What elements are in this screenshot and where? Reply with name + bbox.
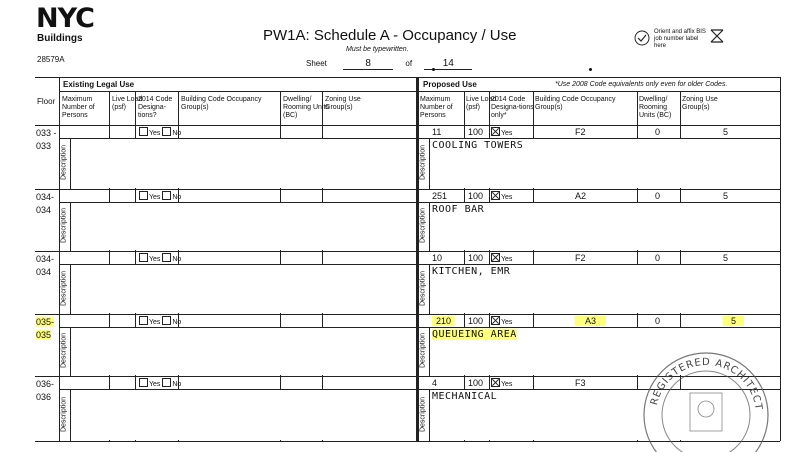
yes-checkbox-checked[interactable] — [491, 378, 500, 387]
x-mark-icon — [710, 29, 724, 43]
no-checkbox[interactable] — [162, 127, 171, 136]
col-occupancy-group-proposed: Building Code Occupancy Group(s) — [535, 96, 616, 111]
proposed-occupancy-group[interactable]: A2 — [575, 191, 587, 201]
grid-line — [429, 265, 430, 314]
of-value[interactable]: 14 — [424, 58, 472, 70]
proposed-max-persons[interactable]: 210 — [432, 316, 455, 326]
description-label: Description — [419, 145, 427, 181]
grid-line — [780, 77, 781, 441]
proposed-code-designation[interactable] — [491, 378, 512, 388]
no-checkbox[interactable] — [162, 191, 171, 200]
yes-checkbox-checked[interactable] — [491, 253, 500, 262]
proposed-description-text[interactable]: QUEUEING AREA — [432, 329, 517, 340]
proposed-occupancy-group[interactable]: F2 — [575, 127, 586, 137]
col-zoning-use-proposed: Zoning Use Group(s) — [682, 96, 718, 111]
description-label: Description — [419, 270, 427, 306]
grid-line — [35, 314, 780, 315]
proposed-zoning-use[interactable]: 5 — [723, 127, 729, 137]
floor-start: 034- — [36, 192, 55, 202]
existing-code-designation[interactable] — [139, 191, 181, 201]
proposed-live-load[interactable]: 100 — [468, 127, 484, 137]
description-label: Description — [60, 396, 68, 432]
typewritten-note: Must be typewritten. — [346, 46, 409, 53]
existing-code-designation[interactable] — [139, 378, 181, 388]
existing-description-field[interactable] — [71, 265, 416, 313]
proposed-live-load[interactable]: 100 — [468, 191, 484, 201]
yes-label: Yes — [149, 194, 161, 201]
sheet-counter — [306, 58, 472, 70]
yes-checkbox[interactable] — [139, 316, 148, 325]
col-max-persons-proposed: Maximum Number of Persons — [420, 96, 453, 119]
proposed-live-load[interactable]: 100 — [468, 316, 484, 326]
yes-checkbox-checked[interactable] — [491, 316, 500, 325]
description-label: Description — [419, 333, 427, 369]
grid-line — [35, 189, 780, 190]
description-label: Description — [419, 208, 427, 244]
floor-header: Floor — [37, 97, 56, 106]
no-checkbox[interactable] — [162, 378, 171, 387]
grid-line — [59, 91, 780, 92]
no-checkbox[interactable] — [162, 253, 171, 262]
yes-label: Yes — [149, 256, 161, 263]
proposed-live-load[interactable]: 100 — [468, 378, 484, 388]
floor-end: 034 — [36, 267, 52, 277]
proposed-use-header: Proposed Use — [423, 80, 477, 89]
description-label: Description — [419, 396, 427, 432]
proposed-occupancy-group[interactable]: F3 — [575, 378, 586, 388]
yes-checkbox-checked[interactable] — [491, 127, 500, 136]
proposed-code-designation[interactable] — [491, 253, 512, 263]
proposed-code-designation[interactable] — [491, 191, 512, 201]
col-dwelling-units: Dwelling/ Rooming Units (BC) — [283, 96, 329, 119]
proposed-dwelling-units[interactable]: 0 — [655, 127, 661, 137]
proposed-max-persons[interactable]: 11 — [432, 127, 442, 137]
proposed-code-designation[interactable] — [491, 127, 512, 137]
grid-line — [70, 203, 71, 251]
grid-line — [59, 77, 60, 441]
form-code: 28579A — [37, 55, 65, 64]
col-dwelling-units-proposed: Dwelling/ Rooming Units (BC) — [639, 96, 672, 119]
yes-checkbox[interactable] — [139, 253, 148, 262]
grid-line — [35, 251, 780, 252]
nyc-logo: NYC — [36, 3, 95, 34]
orient-text: Orient and affix BIS job number label here — [654, 29, 706, 49]
grid-line — [70, 139, 71, 189]
grid-line — [70, 328, 71, 376]
proposed-zoning-use[interactable]: 5 — [723, 316, 744, 326]
yes-label: Yes — [501, 256, 513, 263]
no-label: No — [172, 194, 182, 201]
dept-name: Buildings — [37, 33, 83, 44]
yes-label: Yes — [149, 381, 161, 388]
grid-line — [70, 390, 71, 441]
proposed-dwelling-units[interactable]: 0 — [655, 316, 661, 326]
floor-start: 034- — [36, 254, 55, 264]
proposed-zoning-use[interactable]: 5 — [723, 191, 729, 201]
punch-dot — [432, 68, 435, 71]
no-label: No — [172, 381, 182, 388]
description-label: Description — [60, 270, 68, 306]
proposed-max-persons[interactable]: 4 — [432, 378, 438, 388]
col-code-designation-proposed: 2014 Code Designa-tions only* — [491, 96, 534, 119]
grid-line — [429, 328, 430, 376]
svg-text:REGISTERED ARCHITECT — [649, 357, 764, 411]
proposed-description-text[interactable]: COOLING TOWERS — [432, 140, 524, 151]
yes-checkbox-checked[interactable] — [491, 191, 500, 200]
grid-line — [429, 139, 430, 189]
floor-start: 033 - — [36, 128, 57, 138]
grid-line — [35, 125, 780, 126]
stamp-text: REGISTERED ARCHITECT — [649, 356, 764, 412]
yes-checkbox[interactable] — [139, 127, 148, 136]
existing-use-header: Existing Legal Use — [63, 80, 135, 89]
proposed-occupancy-group[interactable]: F2 — [575, 253, 586, 263]
col-live-load-proposed: Live Load (psf) — [466, 96, 497, 111]
no-label: No — [172, 319, 182, 326]
existing-code-designation[interactable] — [139, 316, 181, 326]
proposed-max-persons[interactable]: 10 — [432, 253, 443, 263]
yes-checkbox[interactable] — [139, 378, 148, 387]
no-label: No — [172, 130, 182, 137]
proposed-dwelling-units[interactable]: 0 — [655, 253, 661, 263]
existing-description-field[interactable] — [71, 328, 416, 375]
floor-start: 036- — [36, 379, 55, 389]
of-label: of — [405, 59, 413, 68]
col-code-designation: 2014 Code Designa-tions? — [138, 96, 173, 119]
proposed-description-text[interactable]: ROOF BAR — [432, 204, 485, 215]
yes-label: Yes — [501, 130, 513, 137]
existing-code-designation[interactable] — [139, 127, 181, 137]
proposed-use-note: *Use 2008 Code equivalents only even for older Codes. — [555, 81, 728, 88]
proposed-description-text[interactable]: KITCHEN, EMR — [432, 266, 511, 277]
description-label: Description — [60, 333, 68, 369]
grid-line — [416, 77, 419, 441]
proposed-dwelling-units[interactable]: 0 — [655, 191, 661, 201]
floor-end: 033 — [36, 141, 52, 151]
floor-end: 035 — [36, 330, 52, 340]
sheet-label: Sheet — [306, 59, 327, 68]
floor-end: 036 — [36, 392, 52, 402]
proposed-live-load[interactable]: 100 — [468, 253, 484, 263]
col-max-persons: Maximum Number of Persons — [62, 96, 95, 119]
description-label: Description — [60, 145, 68, 181]
yes-label: Yes — [501, 381, 513, 388]
yes-label: Yes — [501, 194, 513, 201]
description-label: Description — [60, 208, 68, 244]
yes-label: Yes — [149, 130, 161, 137]
proposed-occupancy-group[interactable]: A3 — [575, 316, 606, 326]
punch-dot — [589, 68, 592, 71]
check-circle-icon — [634, 30, 650, 46]
proposed-code-designation[interactable] — [491, 316, 512, 326]
sheet-value[interactable]: 8 — [343, 58, 393, 70]
yes-label: Yes — [501, 319, 513, 326]
page-title: PW1A: Schedule A - Occupancy / Use — [263, 27, 517, 44]
proposed-zoning-use[interactable]: 5 — [723, 253, 729, 263]
yes-label: Yes — [149, 319, 161, 326]
no-label: No — [172, 256, 182, 263]
grid-line — [429, 390, 430, 441]
col-zoning-use: Zoning Use Group(s) — [325, 96, 361, 111]
floor-end: 034 — [36, 205, 52, 215]
grid-line — [35, 77, 780, 78]
proposed-description-text[interactable]: MECHANICAL — [432, 391, 498, 402]
architect-stamp — [628, 337, 768, 452]
existing-description-field[interactable] — [71, 390, 416, 440]
existing-description-field[interactable] — [71, 203, 416, 250]
proposed-max-persons[interactable]: 251 — [432, 191, 448, 201]
grid-line — [429, 203, 430, 251]
existing-description-field[interactable] — [71, 139, 416, 188]
col-live-load: Live Load (psf) — [112, 96, 143, 111]
col-occupancy-group: Building Code Occupancy Group(s) — [181, 96, 262, 111]
yes-checkbox[interactable] — [139, 191, 148, 200]
grid-line — [70, 265, 71, 314]
existing-code-designation[interactable] — [139, 253, 181, 263]
floor-start: 035- — [36, 317, 55, 327]
no-checkbox[interactable] — [162, 316, 171, 325]
